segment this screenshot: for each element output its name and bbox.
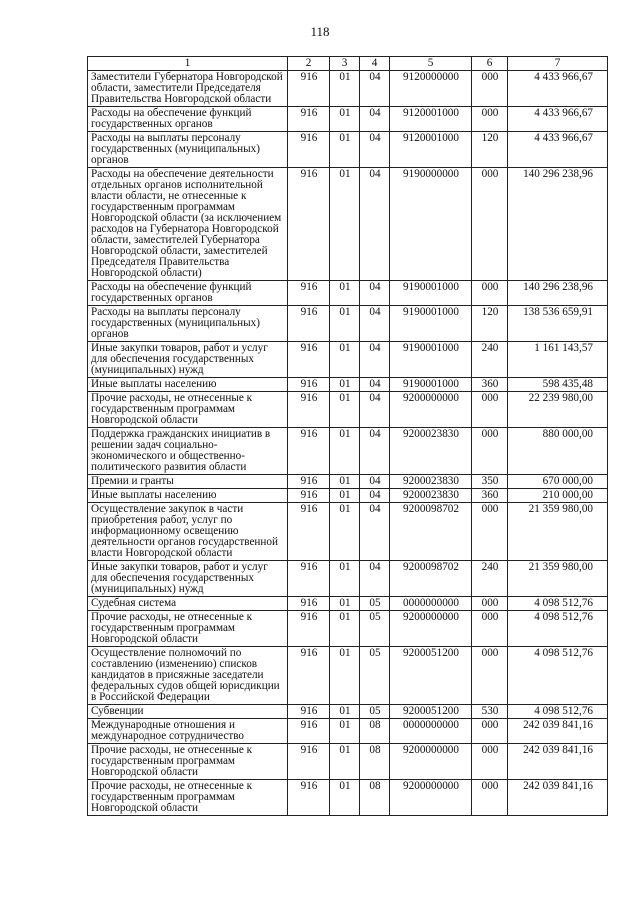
expense-type-cell: 000 xyxy=(472,392,508,428)
target-article-cell: 9190001000 xyxy=(390,342,472,378)
expense-type-cell: 000 xyxy=(472,719,508,744)
subsection-cell: 05 xyxy=(360,611,390,647)
section-cell: 01 xyxy=(330,561,360,597)
amount-cell: 21 359 980,00 xyxy=(508,503,608,561)
expense-name-cell: Судебная система xyxy=(88,597,288,611)
subsection-cell: 04 xyxy=(360,281,390,306)
expense-name-cell: Расходы на обеспечение деятельности отдельных органов исполнительной власти области, не отнесенные к государственным программам Новгородской области (за исключением расходов на Губернатора Новгородской области, заместителей Губернатора Новгородской области, заместителей Председателя Правительства Новгородской области) xyxy=(88,168,288,281)
subsection-cell: 05 xyxy=(360,597,390,611)
expense-name-cell: Прочие расходы, не отнесенные к государственным программам Новгородской области xyxy=(88,611,288,647)
expense-name-cell: Премии и гранты xyxy=(88,475,288,489)
target-article-cell: 9190001000 xyxy=(390,281,472,306)
subsection-cell: 04 xyxy=(360,561,390,597)
column-header: 1 xyxy=(88,57,288,71)
target-article-cell: 9190001000 xyxy=(390,378,472,392)
expense-type-cell: 350 xyxy=(472,475,508,489)
section-cell: 01 xyxy=(330,107,360,132)
expense-type-cell: 000 xyxy=(472,780,508,816)
table-row xyxy=(88,281,608,306)
ministry-code-cell: 916 xyxy=(288,503,330,561)
ministry-code-cell: 916 xyxy=(288,281,330,306)
expense-type-cell: 240 xyxy=(472,561,508,597)
expense-type-cell: 000 xyxy=(472,597,508,611)
ministry-code-cell: 916 xyxy=(288,342,330,378)
table-row xyxy=(88,132,608,168)
target-article-cell: 9200000000 xyxy=(390,611,472,647)
budget-table xyxy=(87,56,608,816)
section-cell: 01 xyxy=(330,132,360,168)
target-article-cell: 9120001000 xyxy=(390,107,472,132)
target-article-cell: 9200051200 xyxy=(390,647,472,705)
ministry-code-cell: 916 xyxy=(288,306,330,342)
expense-type-cell: 360 xyxy=(472,489,508,503)
target-article-cell: 9200098702 xyxy=(390,561,472,597)
expense-name-cell: Расходы на обеспечение функций государственных органов xyxy=(88,281,288,306)
amount-cell: 21 359 980,00 xyxy=(508,561,608,597)
target-article-cell: 9120001000 xyxy=(390,132,472,168)
expense-name-cell: Расходы на выплаты персоналу государственных (муниципальных) органов xyxy=(88,132,288,168)
target-article-cell: 9200051200 xyxy=(390,705,472,719)
expense-type-cell: 000 xyxy=(472,647,508,705)
target-article-cell: 9200023830 xyxy=(390,489,472,503)
table-row xyxy=(88,561,608,597)
column-header: 7 xyxy=(508,57,608,71)
expense-name-cell: Заместители Губернатора Новгородской области, заместители Председателя Правительства Новгородской области xyxy=(88,71,288,107)
section-cell: 01 xyxy=(330,780,360,816)
target-article-cell: 9200098702 xyxy=(390,503,472,561)
expense-name-cell: Иные выплаты населению xyxy=(88,489,288,503)
amount-cell: 4 433 966,67 xyxy=(508,132,608,168)
amount-cell: 210 000,00 xyxy=(508,489,608,503)
amount-cell: 140 296 238,96 xyxy=(508,281,608,306)
expense-name-cell: Прочие расходы, не отнесенные к государственным программам Новгородской области xyxy=(88,392,288,428)
section-cell: 01 xyxy=(330,503,360,561)
amount-cell: 242 039 841,16 xyxy=(508,719,608,744)
expense-name-cell: Международные отношения и международное сотрудничество xyxy=(88,719,288,744)
amount-cell: 1 161 143,57 xyxy=(508,342,608,378)
section-cell: 01 xyxy=(330,744,360,780)
expense-type-cell: 360 xyxy=(472,378,508,392)
column-header: 2 xyxy=(288,57,330,71)
expense-type-cell: 000 xyxy=(472,71,508,107)
table-row xyxy=(88,392,608,428)
table-row xyxy=(88,719,608,744)
subsection-cell: 04 xyxy=(360,306,390,342)
subsection-cell: 04 xyxy=(360,392,390,428)
page-number: 118 xyxy=(310,24,330,39)
ministry-code-cell: 916 xyxy=(288,647,330,705)
subsection-cell: 04 xyxy=(360,132,390,168)
subsection-cell: 08 xyxy=(360,780,390,816)
ministry-code-cell: 916 xyxy=(288,719,330,744)
table-row xyxy=(88,503,608,561)
section-cell: 01 xyxy=(330,342,360,378)
section-cell: 01 xyxy=(330,611,360,647)
target-article-cell: 9200023830 xyxy=(390,475,472,489)
ministry-code-cell: 916 xyxy=(288,392,330,428)
expense-name-cell: Расходы на выплаты персоналу государственных (муниципальных) органов xyxy=(88,306,288,342)
table-header-row xyxy=(88,57,608,71)
expense-name-cell: Поддержка гражданских инициатив в решении задач социально-экономического и общественно-политического развития области xyxy=(88,428,288,475)
table-row xyxy=(88,378,608,392)
amount-cell: 140 296 238,96 xyxy=(508,168,608,281)
section-cell: 01 xyxy=(330,597,360,611)
column-header: 3 xyxy=(330,57,360,71)
expense-type-cell: 000 xyxy=(472,168,508,281)
ministry-code-cell: 916 xyxy=(288,705,330,719)
amount-cell: 670 000,00 xyxy=(508,475,608,489)
amount-cell: 4 433 966,67 xyxy=(508,71,608,107)
ministry-code-cell: 916 xyxy=(288,71,330,107)
target-article-cell: 9200000000 xyxy=(390,392,472,428)
table-row xyxy=(88,705,608,719)
table-row xyxy=(88,107,608,132)
expense-name-cell: Иные закупки товаров, работ и услуг для обеспечения государственных (муниципальных) нужд xyxy=(88,342,288,378)
amount-cell: 4 098 512,76 xyxy=(508,705,608,719)
expense-name-cell: Иные выплаты населению xyxy=(88,378,288,392)
expense-type-cell: 000 xyxy=(472,107,508,132)
expense-name-cell: Прочие расходы, не отнесенные к государственным программам Новгородской области xyxy=(88,744,288,780)
ministry-code-cell: 916 xyxy=(288,489,330,503)
target-article-cell: 0000000000 xyxy=(390,719,472,744)
expense-name-cell: Расходы на обеспечение функций государственных органов xyxy=(88,107,288,132)
ministry-code-cell: 916 xyxy=(288,561,330,597)
column-header: 5 xyxy=(390,57,472,71)
section-cell: 01 xyxy=(330,392,360,428)
section-cell: 01 xyxy=(330,306,360,342)
subsection-cell: 08 xyxy=(360,744,390,780)
subsection-cell: 04 xyxy=(360,342,390,378)
expense-type-cell: 000 xyxy=(472,503,508,561)
amount-cell: 138 536 659,91 xyxy=(508,306,608,342)
ministry-code-cell: 916 xyxy=(288,744,330,780)
amount-cell: 598 435,48 xyxy=(508,378,608,392)
table-row xyxy=(88,475,608,489)
table-row xyxy=(88,611,608,647)
subsection-cell: 04 xyxy=(360,71,390,107)
section-cell: 01 xyxy=(330,475,360,489)
ministry-code-cell: 916 xyxy=(288,107,330,132)
amount-cell: 4 098 512,76 xyxy=(508,597,608,611)
subsection-cell: 04 xyxy=(360,489,390,503)
expense-name-cell: Осуществление полномочий по составлению (изменению) списков кандидатов в присяжные заседатели федеральных судов общей юрисдикции в Российской Федерации xyxy=(88,647,288,705)
table-row xyxy=(88,342,608,378)
subsection-cell: 04 xyxy=(360,168,390,281)
expense-type-cell: 120 xyxy=(472,306,508,342)
table-row xyxy=(88,71,608,107)
subsection-cell: 05 xyxy=(360,647,390,705)
ministry-code-cell: 916 xyxy=(288,428,330,475)
section-cell: 01 xyxy=(330,378,360,392)
section-cell: 01 xyxy=(330,705,360,719)
subsection-cell: 04 xyxy=(360,503,390,561)
ministry-code-cell: 916 xyxy=(288,597,330,611)
subsection-cell: 04 xyxy=(360,378,390,392)
target-article-cell: 9190001000 xyxy=(390,306,472,342)
amount-cell: 4 098 512,76 xyxy=(508,611,608,647)
amount-cell: 22 239 980,00 xyxy=(508,392,608,428)
ministry-code-cell: 916 xyxy=(288,475,330,489)
section-cell: 01 xyxy=(330,489,360,503)
amount-cell: 242 039 841,16 xyxy=(508,780,608,816)
expense-type-cell: 000 xyxy=(472,281,508,306)
subsection-cell: 08 xyxy=(360,719,390,744)
table-row xyxy=(88,168,608,281)
target-article-cell: 0000000000 xyxy=(390,597,472,611)
section-cell: 01 xyxy=(330,428,360,475)
expense-type-cell: 120 xyxy=(472,132,508,168)
expense-type-cell: 530 xyxy=(472,705,508,719)
expense-type-cell: 240 xyxy=(472,342,508,378)
ministry-code-cell: 916 xyxy=(288,168,330,281)
section-cell: 01 xyxy=(330,719,360,744)
table-body xyxy=(88,71,608,816)
subsection-cell: 04 xyxy=(360,475,390,489)
table-row xyxy=(88,306,608,342)
expense-type-cell: 000 xyxy=(472,744,508,780)
target-article-cell: 9200000000 xyxy=(390,744,472,780)
amount-cell: 880 000,00 xyxy=(508,428,608,475)
ministry-code-cell: 916 xyxy=(288,780,330,816)
expense-name-cell: Субвенции xyxy=(88,705,288,719)
target-article-cell: 9190000000 xyxy=(390,168,472,281)
amount-cell: 242 039 841,16 xyxy=(508,744,608,780)
section-cell: 01 xyxy=(330,71,360,107)
target-article-cell: 9200023830 xyxy=(390,428,472,475)
amount-cell: 4 433 966,67 xyxy=(508,107,608,132)
expense-type-cell: 000 xyxy=(472,611,508,647)
section-cell: 01 xyxy=(330,281,360,306)
target-article-cell: 9120000000 xyxy=(390,71,472,107)
table-row xyxy=(88,597,608,611)
table-row xyxy=(88,647,608,705)
column-header: 6 xyxy=(472,57,508,71)
subsection-cell: 05 xyxy=(360,705,390,719)
ministry-code-cell: 916 xyxy=(288,611,330,647)
amount-cell: 4 098 512,76 xyxy=(508,647,608,705)
expense-name-cell: Прочие расходы, не отнесенные к государственным программам Новгородской области xyxy=(88,780,288,816)
subsection-cell: 04 xyxy=(360,107,390,132)
section-cell: 01 xyxy=(330,647,360,705)
ministry-code-cell: 916 xyxy=(288,132,330,168)
column-header: 4 xyxy=(360,57,390,71)
ministry-code-cell: 916 xyxy=(288,378,330,392)
table-row xyxy=(88,489,608,503)
expense-type-cell: 000 xyxy=(472,428,508,475)
table-row xyxy=(88,780,608,816)
table-row xyxy=(88,428,608,475)
section-cell: 01 xyxy=(330,168,360,281)
target-article-cell: 9200000000 xyxy=(390,780,472,816)
subsection-cell: 04 xyxy=(360,428,390,475)
expense-name-cell: Осуществление закупок в части приобретения работ, услуг по информационному освещению деятельности органов государственной власти Новгородской области xyxy=(88,503,288,561)
table-row xyxy=(88,744,608,780)
expense-name-cell: Иные закупки товаров, работ и услуг для обеспечения государственных (муниципальных) нужд xyxy=(88,561,288,597)
